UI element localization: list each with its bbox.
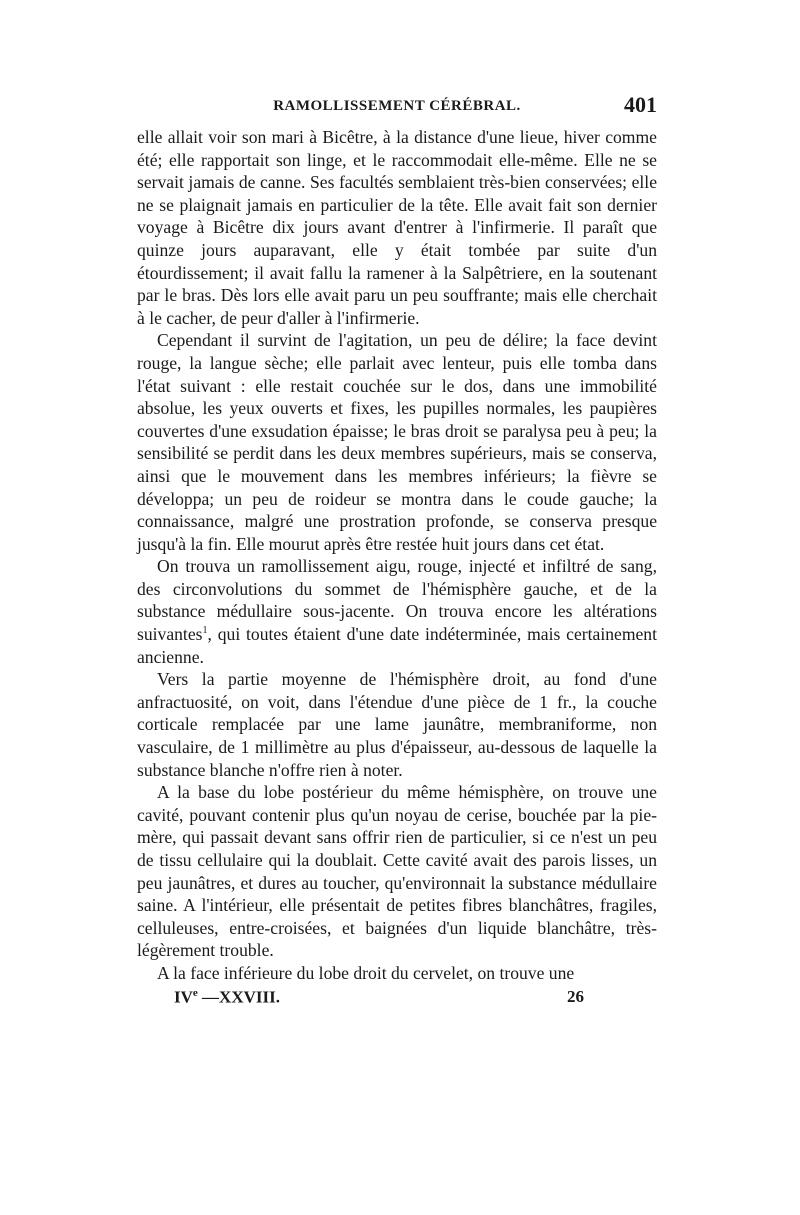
paragraph-6: A la face inférieure du lobe droit du cervelet, on trouve une bbox=[157, 962, 575, 983]
page-body bbox=[137, 126, 657, 985]
paragraph-5: A la base du lobe postérieur du même hémisphère, on trouve une cavité, pouvant contenir plus qu'un noyau de cerise, bouchée par la pie-mère, qui passait devant sans offrir rien de particulier, si ce n'est un peu de tissu cellulaire qui la doublait. Cette cavité avait des parois lisses, un peu jaunâtres, et dures au toucher, qu'environnait la substance médullaire saine. A l'intérieur, elle présentait de petites fibres blanchâtres, fragiles, celluleuses, entre-croisées, et baignées d'un liquide blanchâtre, très-légèrement trouble. bbox=[137, 782, 657, 961]
signature-prefix: IV bbox=[174, 987, 193, 1007]
signature-sup: e bbox=[192, 986, 198, 999]
paragraph-2: Cependant il survint de l'agitation, un peu de délire; la face devint rouge, la langue sèche; elle parlait avec lenteur, puis elle tomba dans l'état suivant : elle restait couchée sur le dos, dans une immobilité absolue, les yeux ouverts et fixes, les pupilles normales, les paupières couvertes d'une exsudation épaisse; le bras droit se paralysa peu à peu; la sensibilité se perdit dans les deux membres supérieurs, mais se conserva, ainsi que le mouvement dans les membres inférieurs; la fièvre se développa; un peu de roideur se montra dans le coude gauche; la connaissance, malgré une prostration profonde, se conserva presque jusqu'à la fin. Elle mourut après être restée huit jours dans cet état. bbox=[137, 330, 657, 554]
signature-mark bbox=[174, 987, 280, 1008]
paragraph-1: elle allait voir son mari à Bicêtre, à la distance d'une lieue, hiver comme été; elle rapportait son linge, et le raccommodait elle-même. Elle ne se servait jamais de canne. Ses facultés semblaient très-bien conservées; elle ne se plaignait jamais en particulier de la tête. Elle avait fait son dernier voyage à Bicêtre dix jours avant d'entrer à l'infirmerie. Il paraît que quinze jours auparavant, elle y était tombée par suite d'un étourdissement; il avait fallu la ramener à la Salpêtriere, en la soutenant par le bras. Dès lors elle avait paru un peu souffrante; mais elle cherchait à le cacher, de peur d'aller à l'infirmerie. bbox=[137, 127, 657, 328]
signature-suffix: —XXVIII. bbox=[197, 987, 280, 1007]
page-number: 401 bbox=[624, 92, 657, 117]
paragraph-3 bbox=[137, 555, 657, 668]
book-page bbox=[137, 92, 657, 1112]
page-footer bbox=[137, 987, 657, 1015]
running-title: RAMOLLISSEMENT CÉRÉBRAL. bbox=[273, 98, 521, 114]
page-header bbox=[137, 92, 657, 126]
footnote-mark: 1 bbox=[202, 625, 208, 637]
paragraph-3-text-after: , qui toutes étaient d'une date indéterminée, mais certainement ancienne. bbox=[137, 624, 657, 667]
sheet-number: 26 bbox=[567, 986, 584, 1006]
paragraph-4: Vers la partie moyenne de l'hémisphère droit, au fond d'une anfractuosité, on voit, dans l'étendue d'une pièce de 1 fr., la couche corticale remplacée par une lame jaunâtre, membraniforme, non vasculaire, de 1 millimètre au plus d'épaisseur, au-dessous de laquelle la substance blanche n'offre rien à noter. bbox=[137, 669, 657, 780]
paragraph-3-text: On trouva un ramollissement aigu, rouge, injecté et infiltré de sang, des circonvolutions du sommet de l'hémisphère gauche, et de la substance médullaire sous-jacente. On trouva encore les altérations suivantes bbox=[137, 556, 657, 645]
